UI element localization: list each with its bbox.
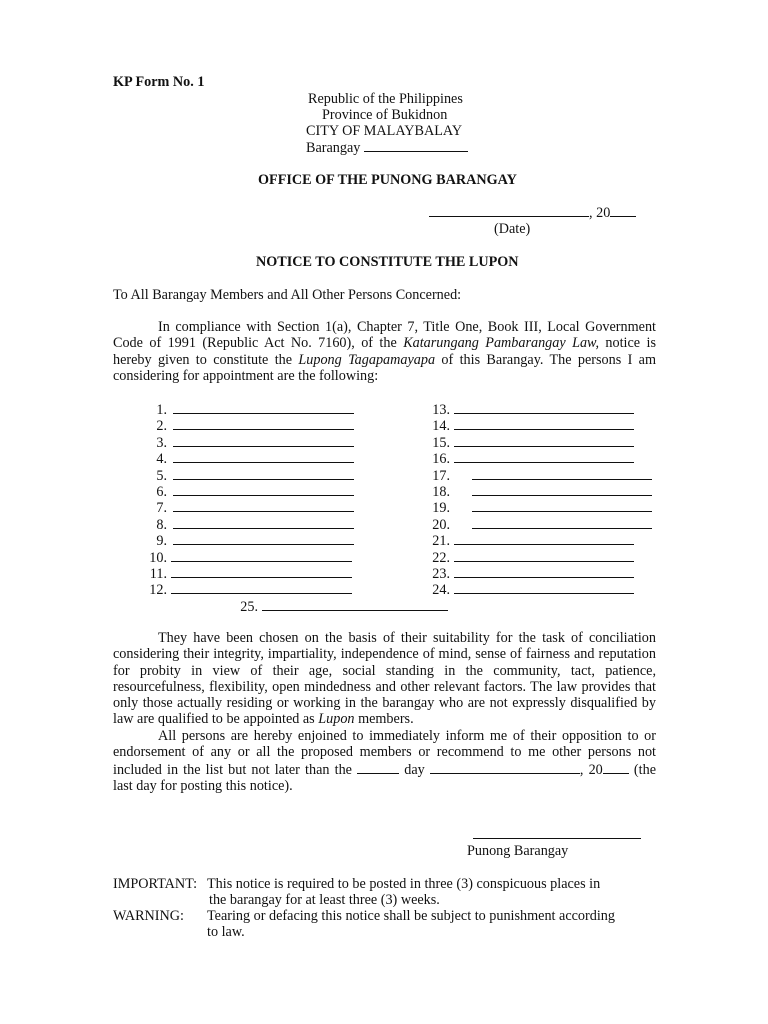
body-text-1-end: members. <box>354 711 414 728</box>
deadline-month-blank <box>430 761 580 774</box>
list-item <box>424 467 652 484</box>
list-item-blank <box>454 401 634 414</box>
list-item-blank <box>173 417 354 430</box>
intro-paragraph <box>113 319 656 384</box>
list-item-blank <box>454 434 634 447</box>
list-item <box>141 483 354 500</box>
header-barangay <box>306 139 468 157</box>
list-item <box>424 450 634 467</box>
important-text-1: This notice is required to be posted in three (3) conspicuous places in <box>207 876 601 892</box>
list-item-number: 6. <box>156 484 167 500</box>
list-item-number: 14. <box>432 418 450 435</box>
deadline-day-blank <box>357 761 399 774</box>
list-item-number: 9. <box>156 533 167 550</box>
notice-title: NOTICE TO CONSTITUTE THE LUPON <box>256 254 519 270</box>
warning-label: WARNING: <box>113 908 184 924</box>
list-item-blank <box>171 581 352 594</box>
list-item-blank <box>173 499 354 512</box>
list-item-number: 13. <box>432 402 450 418</box>
warning-text-1: Tearing or defacing this notice shall be subject to punishment according <box>207 908 615 924</box>
list-item-blank <box>173 532 354 545</box>
list-item-number: 5. <box>156 467 167 484</box>
list-item-number: 3. <box>156 434 167 451</box>
intro-text-3: of this Barangay. The persons I am considering for appointment are the following: <box>113 351 656 384</box>
list-item <box>141 434 354 451</box>
list-item <box>424 434 634 451</box>
list-item-blank <box>173 483 354 496</box>
list-item <box>141 417 354 434</box>
date-caption: (Date) <box>494 221 531 237</box>
header-city: CITY OF MALAYBALAY <box>306 123 463 139</box>
list-item <box>424 483 652 500</box>
list-item-number: 10. <box>149 549 167 566</box>
list-item <box>424 417 634 434</box>
form-number: KP Form No. 1 <box>113 74 205 90</box>
body-text-1: They have been chosen on the basis of their suitability for the task of conciliation considering their integrity, impartiality, independence of mind, sense of fairness and reputation for probity in view of their age, social standing in the community, tact, patience, resourcefulness, flexibility, open mindedness and other relevant factors. The law provides that only those actually residing or working in the barangay who are not expressly disqualified by law are qualified to be appointed as <box>113 630 656 728</box>
header-republic: Republic of the Philippines <box>308 91 463 107</box>
signature-label: Punong Barangay <box>467 843 569 859</box>
list-item-number: 18. <box>432 484 450 500</box>
list-item-blank <box>173 434 354 447</box>
list-item <box>424 565 634 582</box>
list-item <box>141 565 352 582</box>
list-item-number: 4. <box>156 451 167 468</box>
list-item <box>141 401 354 418</box>
barangay-label: Barangay <box>306 140 361 156</box>
barangay-blank <box>364 139 468 152</box>
list-item-blank <box>472 483 652 496</box>
body-lupon-word: Lupon <box>318 711 355 728</box>
salutation: To All Barangay Members and All Other Persons Concerned: <box>113 287 462 303</box>
list-item-number: 17. <box>432 467 450 484</box>
list-item <box>424 516 652 533</box>
list-item-blank <box>454 417 634 430</box>
list-item-blank <box>454 450 634 463</box>
signature-line <box>473 826 641 844</box>
list-item-blank <box>262 598 448 611</box>
intro-text-2: notice is hereby given to constitute the <box>113 335 656 368</box>
list-item <box>141 450 354 467</box>
list-item <box>141 467 354 484</box>
list-item <box>424 532 634 549</box>
body-paragraph-2 <box>113 728 656 794</box>
list-item-number: 16. <box>432 451 450 468</box>
list-item-number: 25. <box>240 598 258 615</box>
office-heading: OFFICE OF THE PUNONG BARANGAY <box>258 172 517 188</box>
warning-text-2: to law. <box>207 924 245 940</box>
list-item <box>424 401 634 418</box>
list-item-blank <box>173 401 354 414</box>
list-item <box>424 581 634 598</box>
list-item-number: 1. <box>156 402 167 418</box>
list-item <box>141 516 354 533</box>
list-item-number: 8. <box>156 516 167 533</box>
list-item <box>141 532 354 549</box>
deadline-year-blank <box>603 761 629 774</box>
list-item-number: 12. <box>149 582 167 599</box>
important-text-2: the barangay for at least three (3) weeks. <box>209 892 440 908</box>
list-item <box>424 499 652 516</box>
list-item-number: 22. <box>432 549 450 566</box>
list-item-blank <box>454 549 634 562</box>
intro-law-name: Katarungang Pambarangay Law, <box>403 335 600 352</box>
list-item-blank <box>454 532 634 545</box>
list-item-blank <box>454 565 634 578</box>
intro-lupon-name: Lupong Tagapamayapa <box>298 351 436 368</box>
body-text-2-end: (the last day for posting this notice). <box>113 761 656 794</box>
body-paragraph-1 <box>113 630 656 728</box>
list-item-blank <box>472 499 652 512</box>
date-line <box>429 204 636 222</box>
list-item <box>232 598 448 615</box>
date-year-prefix: , 20 <box>589 205 611 221</box>
list-item-blank <box>472 467 652 480</box>
list-item-number: 23. <box>432 566 450 582</box>
header-province: Province of Bukidnon <box>322 107 448 123</box>
date-year-blank <box>610 204 636 217</box>
list-item-number: 19. <box>432 500 450 517</box>
list-item-blank <box>173 516 354 529</box>
list-item-blank <box>171 549 352 562</box>
list-item-number: 15. <box>432 434 450 451</box>
body-text-2: All persons are hereby enjoined to immediately inform me of their opposition to or endorsement of any or all the proposed members or recommend to me other persons not included in the list but not later than the <box>113 728 656 778</box>
list-item <box>141 499 354 516</box>
list-item-number: 2. <box>156 418 167 435</box>
body-day-word: day <box>399 761 430 778</box>
important-label: IMPORTANT: <box>113 876 198 892</box>
list-item-blank <box>454 581 634 594</box>
list-item-number: 11. <box>149 566 167 582</box>
date-blank <box>429 204 589 217</box>
list-item <box>141 581 352 598</box>
list-item-blank <box>173 467 354 480</box>
list-item-number: 21. <box>432 533 450 550</box>
list-item-number: 7. <box>156 500 167 517</box>
list-item <box>141 549 352 566</box>
list-item-blank <box>472 516 652 529</box>
list-item-number: 20. <box>432 516 450 533</box>
list-item-number: 24. <box>432 582 450 599</box>
body-year-prefix: , 20 <box>579 761 603 778</box>
list-item-blank <box>173 450 354 463</box>
list-item <box>424 549 634 566</box>
intro-text-1: In compliance with Section 1(a), Chapter 7, Title One, Book III, Local Government Code of 1991 (Republic Act No. 7160), of the <box>113 319 656 352</box>
list-item-blank <box>171 565 352 578</box>
